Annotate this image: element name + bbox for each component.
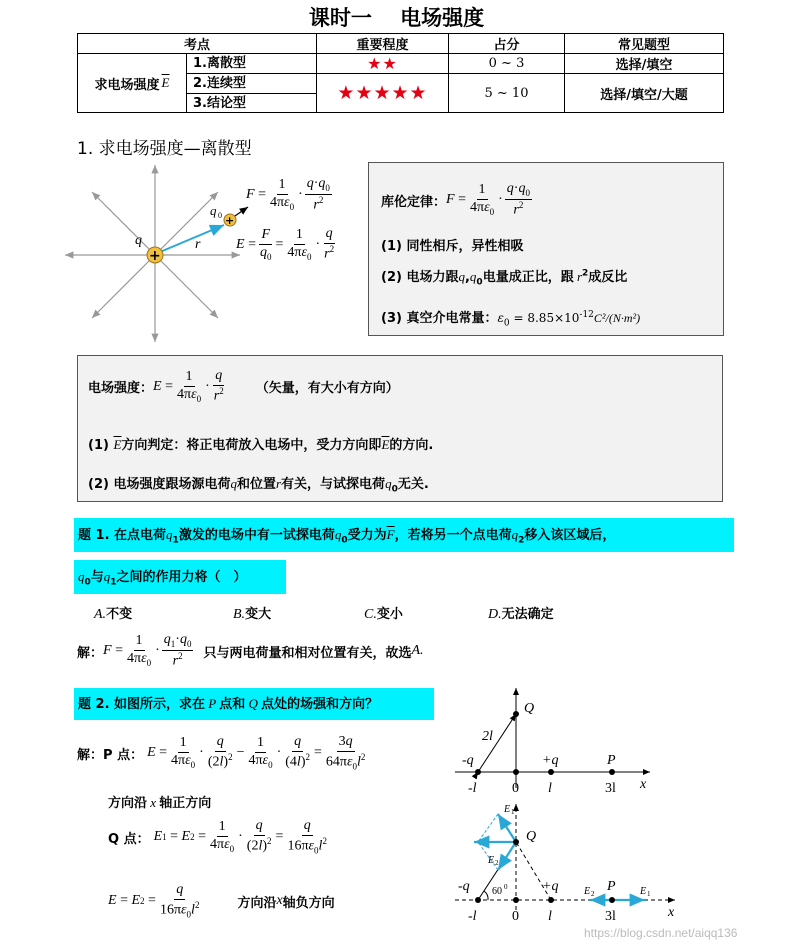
field-formula: E = $\frac{F}{q_0}$ = $\frac{1}{4\pi\varepsilon_0}$ · $\frac{q}{r^2}$ [236,226,335,262]
topic-item: 1.离散型 [187,54,316,74]
question-2: 题 2. 如图所示，求在 P 点和 Q 点处的场强和方向？ [74,688,434,720]
label-E1-sub: 1 [511,808,515,816]
types-cell: 选择/填空/大题 [565,74,724,113]
label-E1: E [504,804,511,815]
label-pos-q: +q [542,879,559,894]
p-direction: 方向沿 x 轴正方向 [108,795,212,811]
table-header: 常见题型 [565,34,724,54]
section-heading: 1. 求电场强度—离散型 [77,139,252,159]
label-P-E2: E [584,886,591,897]
plus-icon: + [149,248,161,264]
field-strength-box: 电场强度： E = $\frac{1}{4\pi\varepsilon_0}$ · $\frac{q}{r^2}$ （矢量，有大小有方向） (1) $\overline{E}$方向判定：将正电荷放入电场中，受力方向即$\overline{E}$的方向. (2) 电场强度跟场源电荷q和位置r有关，与试探电荷$q_0$无关. [77,355,723,502]
field-point-2: (2) 电场强度跟场源电荷q和位置r有关，与试探电荷$q_0$无关. [88,476,429,495]
table-row [78,54,724,74]
origin-dot [513,897,519,903]
field-line [92,255,155,318]
label-P-E2-sub: 2 [591,890,595,898]
coulomb-point-3: (3) 真空介电常量：$\varepsilon_0 = 8.85\times 10^{-12}C^2/(N\cdot m^2)$ [381,310,641,329]
label-P-E1: E [640,886,647,897]
origin-dot [513,769,519,775]
tick-label: -l [468,781,477,796]
parallelogram-edge [478,814,498,842]
e1-vector [498,814,516,842]
label-q0: q [210,203,217,218]
field-point-1: (1) $\overline{E}$方向判定：将正电荷放入电场中，受力方向即$\overline{E}$的方向. [88,437,434,453]
tick-label: l [548,781,552,796]
charge-dot [475,769,481,775]
coulomb-point-1: (1) 同性相斥，异性相吸 [381,239,524,254]
label-E2-sub: 2 [495,859,499,867]
label-Q: Q [524,701,535,716]
field-note: （矢量，有大小有方向） [255,381,399,397]
coulomb-point-2: (2) 电场力跟$q,q_0$电量成正比，跟 $r^2$成反比 [381,268,628,288]
table-header: 重要程度 [317,34,449,54]
field-line [92,192,155,255]
option-d: D.无法确定 [488,607,554,622]
tick-label: 3l [605,781,616,796]
plus-icon: + [225,214,235,227]
solution-2-p: 解： P 点： E = $\frac{1}{4\pi\varepsilon_0}$ · $\frac{q}{(2l)^2}$ − $\frac{1}{4\pi\varepsilon_0}$ · $\frac{q}{(4l)^2}$ = $\frac{3q}{64\pi\varepsilon_0l^2}$ [77,734,366,772]
topic-symbol: $\overline{E}$ [161,75,170,90]
formula-F: F [246,187,255,203]
importance-stars: ★★★★★ [317,74,449,113]
field-vector-diagram [450,800,690,930]
label-neg-q: -q [462,753,474,768]
charge-dot [548,769,554,775]
topic-item: 3.结论型 [193,96,246,111]
point-p-dot [609,897,615,903]
solution-1: 解： F = $\frac{1}{4\pi\varepsilon_0}$ · $\frac{q_1\cdot q_0}{r^2}$ 只与两电荷量和相对位置有关，故选 A. [77,632,424,669]
field-line [155,192,218,255]
label-2l: 2l [482,729,493,744]
topic-name: 求电场强度 [94,77,160,93]
charge-axis-diagram [450,684,660,796]
tick-label: 0 [512,909,519,924]
coulomb-label: 库伦定律： [381,194,447,210]
field-label: 电场强度： [88,381,154,397]
e2-vector [498,842,516,870]
angle-arc [484,891,488,900]
charge-dot [475,897,481,903]
label-Q: Q [526,829,537,844]
point-p-dot [609,769,615,775]
types-cell: 选择/填空 [565,54,724,74]
coulomb-law-box: 库伦定律： F = $\frac{1}{4\pi\varepsilon_0}$ · $\frac{q\cdot q_0}{r^2}$ (1) 同性相斥，异性相吸 (2) 电场力跟$q,q_0$电量成正比，跟 $r^2$成反比 (3) 真空介电常量：$\varepsilon_0 = 8.85\times 10^{-12}C^2/(N\cdot m^2)$ [368,162,724,336]
topic-cell [78,54,317,113]
option-c: C.变小 [364,607,403,622]
point-q-dot [513,711,519,717]
label-P: P [607,879,616,894]
option-a: A.不变 [94,607,133,622]
force-formula: F = $\frac{1}{4\pi\varepsilon_0}$ · $\frac{q\cdot q_0}{r^2}$ [246,176,330,213]
score-cell: 5 ~ 10 [449,74,565,113]
page-title: 课时一 电场强度 [308,5,485,30]
tick-label: 0 [512,781,519,796]
label-q: q [135,233,142,248]
watermark: https://blog.csdn.net/aiqq136 [584,926,738,940]
label-P-E1-sub: 1 [647,890,651,898]
table-header: 占分 [449,34,565,54]
question-1-line-1: 题 1. 在点电荷$q_1$激发的电场中有一试探电荷$q_0$受力为$\overline{F}$，若将另一个点电荷$q_2$移入该区域后， [74,518,734,552]
table-header-row [78,34,724,54]
field-line [155,255,218,318]
label-E2: E [488,855,495,866]
label-neg-q: -q [458,879,470,894]
degree-sign: 0 [504,883,508,891]
option-b: B.变大 [233,607,272,622]
tick-label: 3l [605,909,616,924]
importance-stars: ★★ [317,54,449,74]
axis-x-label: x [668,905,675,920]
label-r: r [195,237,201,252]
point-q-dot [513,839,519,845]
tick-label: -l [468,909,477,924]
label-pos-q: +q [542,753,559,768]
r-vector [160,225,224,252]
table-header: 考点 [78,34,317,54]
topic-item: 2.连续型 [187,74,316,94]
label-angle: 60 [492,886,502,897]
charge-dot [548,897,554,903]
score-cell: 0 ~ 3 [449,54,565,74]
tick-label: l [548,909,552,924]
solution-2-final: E = E 2 = $\frac{q}{16\pi\varepsilon_0l^2}$ 方向沿 x 轴负方向 [108,882,335,920]
formula-E: E [236,236,245,252]
label-P: P [607,753,616,768]
topic-table [77,33,724,113]
axis-x-label: x [640,777,647,792]
label-q0-sub: 0 [218,211,222,220]
solution-2-q: Q 点： E 1 = E 2 = $\frac{1}{4\pi\varepsilon_0}$ · $\frac{q}{(2l)^2}$ = $\frac{q}{16\pi\varepsilon_0l^2}$ [108,818,327,856]
question-1-line-2: $q_0$与$q_1$之间的作用力将（ ） [74,560,286,594]
